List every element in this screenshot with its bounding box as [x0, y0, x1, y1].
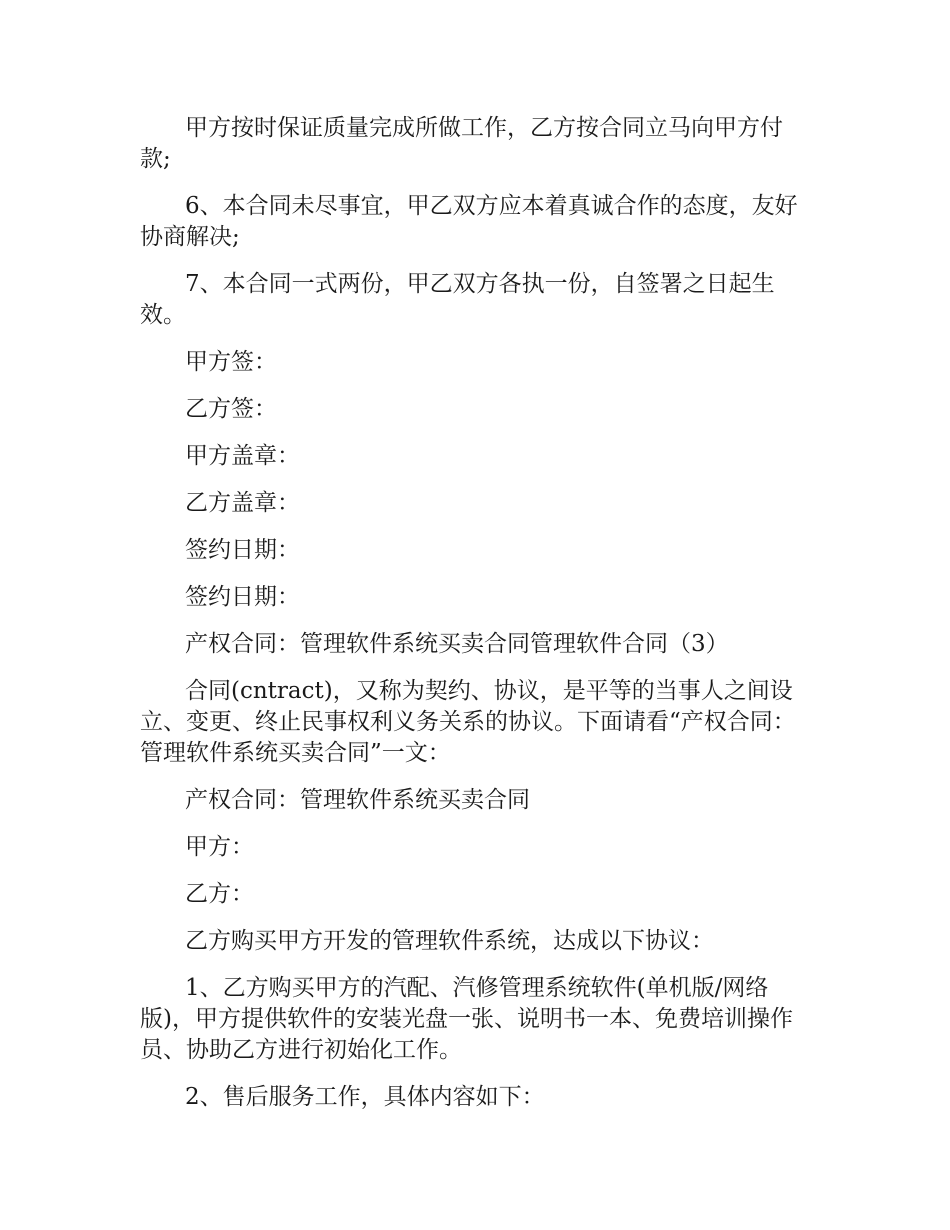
paragraph-introduction: 合同(cntract)，又称为契约、协议，是平等的当事人之间设立、变更、终止民事权利义务关系的协议。下面请看“产权合同：管理软件系统买卖合同”一文：	[140, 678, 796, 766]
party-b-signature-line: 乙方签：	[185, 396, 277, 422]
section-heading: 产权合同：管理软件系统买卖合同管理软件合同（3）	[185, 631, 729, 657]
party-a-seal-line: 甲方盖章：	[185, 443, 300, 469]
party-a-line: 甲方：	[185, 834, 254, 860]
paragraph-clause-6: 6、本合同未尽事宜，甲乙双方应本着真诚合作的态度，友好协商解决;	[140, 193, 798, 250]
party-b-line: 乙方：	[185, 881, 254, 907]
signing-date-line: 签约日期：	[185, 537, 300, 563]
paragraph-agreement-intro: 乙方购买甲方开发的管理软件系统，达成以下协议：	[185, 928, 714, 954]
paragraph-payment-terms: 甲方按时保证质量完成所做工作，乙方按合同立马向甲方付款;	[140, 115, 783, 172]
party-b-seal-line: 乙方盖章：	[185, 490, 300, 516]
party-a-signature-line: 甲方签：	[185, 349, 277, 375]
paragraph-clause-2: 2、售后服务工作，具体内容如下：	[185, 1084, 545, 1110]
paragraph-clause-7: 7、本合同一式两份，甲乙双方各执一份，自签署之日起生效。	[140, 271, 775, 328]
contract-title: 产权合同：管理软件系统买卖合同	[185, 787, 530, 813]
signing-date-line: 签约日期：	[185, 584, 300, 610]
document-body	[140, 113, 810, 1113]
paragraph-clause-1: 1、乙方购买甲方的汽配、汽修管理系统软件(单机版/网络版)，甲方提供软件的安装光盘一张、说明书一本、免费培训操作员、协助乙方进行初始化工作。	[140, 975, 793, 1063]
